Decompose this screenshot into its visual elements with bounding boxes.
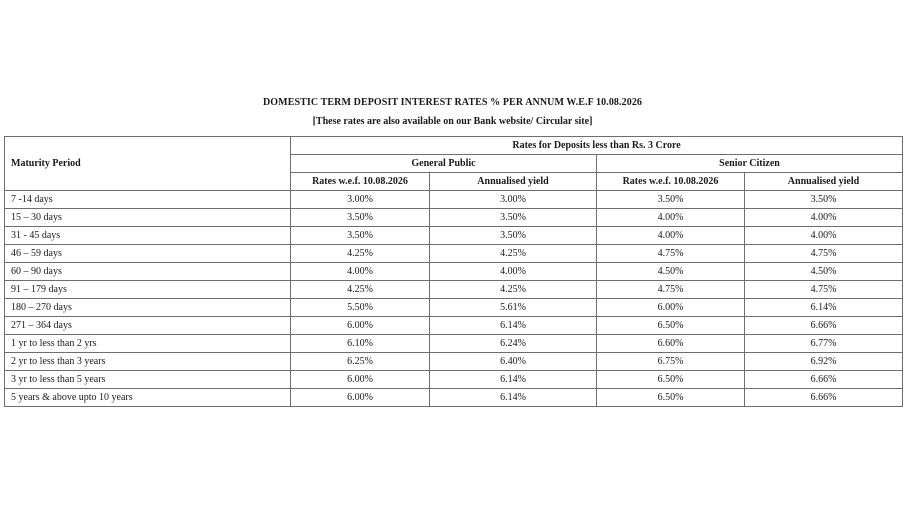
general-rate-cell: 4.00% <box>291 263 430 281</box>
general-rate-cell: 6.25% <box>291 353 430 371</box>
deposit-group-header: Rates for Deposits less than Rs. 3 Crore <box>291 137 903 155</box>
general-rate-cell: 4.25% <box>291 245 430 263</box>
maturity-period-cell: 91 – 179 days <box>5 281 291 299</box>
senior-yield-cell: 6.77% <box>745 335 903 353</box>
senior-rate-cell: 6.50% <box>597 371 745 389</box>
table-row <box>5 209 903 227</box>
interest-rates-table <box>4 136 903 407</box>
senior-rate-cell: 6.75% <box>597 353 745 371</box>
general-yield-cell: 4.00% <box>430 263 597 281</box>
column-header: Annualised yield <box>430 173 597 191</box>
senior-yield-cell: 6.66% <box>745 371 903 389</box>
table-row <box>5 389 903 407</box>
general-rate-cell: 6.00% <box>291 371 430 389</box>
general-yield-cell: 4.25% <box>430 245 597 263</box>
senior-rate-cell: 6.50% <box>597 389 745 407</box>
general-yield-cell: 3.50% <box>430 209 597 227</box>
senior-rate-cell: 4.75% <box>597 281 745 299</box>
general-yield-cell: 6.40% <box>430 353 597 371</box>
general-public-header: General Public <box>291 155 597 173</box>
senior-yield-cell: 6.66% <box>745 317 903 335</box>
senior-yield-cell: 4.00% <box>745 209 903 227</box>
maturity-period-cell: 46 – 59 days <box>5 245 291 263</box>
senior-yield-cell: 6.66% <box>745 389 903 407</box>
senior-yield-cell: 4.50% <box>745 263 903 281</box>
general-yield-cell: 3.50% <box>430 227 597 245</box>
senior-rate-cell: 6.00% <box>597 299 745 317</box>
senior-rate-cell: 4.75% <box>597 245 745 263</box>
senior-rate-cell: 6.60% <box>597 335 745 353</box>
senior-yield-cell: 3.50% <box>745 191 903 209</box>
column-header: Annualised yield <box>745 173 903 191</box>
table-row <box>5 191 903 209</box>
maturity-period-cell: 1 yr to less than 2 yrs <box>5 335 291 353</box>
general-yield-cell: 6.14% <box>430 371 597 389</box>
general-rate-cell: 4.25% <box>291 281 430 299</box>
general-yield-cell: 3.00% <box>430 191 597 209</box>
senior-rate-cell: 4.50% <box>597 263 745 281</box>
senior-rate-cell: 4.00% <box>597 227 745 245</box>
maturity-period-cell: 2 yr to less than 3 years <box>5 353 291 371</box>
column-header: Rates w.e.f. 10.08.2026 <box>291 173 430 191</box>
general-rate-cell: 3.50% <box>291 209 430 227</box>
general-rate-cell: 6.00% <box>291 389 430 407</box>
page-title: DOMESTIC TERM DEPOSIT INTEREST RATES % PER ANNUM W.E.F 10.08.2026 <box>262 97 643 108</box>
senior-citizen-header: Senior Citizen <box>597 155 903 173</box>
general-rate-cell: 3.50% <box>291 227 430 245</box>
general-yield-cell: 5.61% <box>430 299 597 317</box>
maturity-period-cell: 15 – 30 days <box>5 209 291 227</box>
maturity-period-cell: 3 yr to less than 5 years <box>5 371 291 389</box>
table-header-row <box>5 137 903 155</box>
table-row <box>5 299 903 317</box>
general-yield-cell: 6.14% <box>430 389 597 407</box>
maturity-period-cell: 31 - 45 days <box>5 227 291 245</box>
senior-rate-cell: 4.00% <box>597 209 745 227</box>
maturity-period-cell: 5 years & above upto 10 years <box>5 389 291 407</box>
general-yield-cell: 6.24% <box>430 335 597 353</box>
maturity-period-cell: 180 – 270 days <box>5 299 291 317</box>
general-yield-cell: 4.25% <box>430 281 597 299</box>
table-row <box>5 263 903 281</box>
general-rate-cell: 6.00% <box>291 317 430 335</box>
general-rate-cell: 6.10% <box>291 335 430 353</box>
senior-yield-cell: 6.14% <box>745 299 903 317</box>
senior-yield-cell: 4.75% <box>745 245 903 263</box>
table-row <box>5 245 903 263</box>
table-row <box>5 227 903 245</box>
senior-rate-cell: 6.50% <box>597 317 745 335</box>
maturity-period-header: Maturity Period <box>5 137 291 191</box>
general-yield-cell: 6.14% <box>430 317 597 335</box>
general-rate-cell: 5.50% <box>291 299 430 317</box>
table-row <box>5 335 903 353</box>
senior-rate-cell: 3.50% <box>597 191 745 209</box>
table-row <box>5 281 903 299</box>
table-row <box>5 317 903 335</box>
table-body <box>5 191 903 407</box>
maturity-period-cell: 271 – 364 days <box>5 317 291 335</box>
senior-yield-cell: 6.92% <box>745 353 903 371</box>
senior-yield-cell: 4.00% <box>745 227 903 245</box>
column-header: Rates w.e.f. 10.08.2026 <box>597 173 745 191</box>
general-rate-cell: 3.00% <box>291 191 430 209</box>
page-subtitle: [These rates are also available on our Bank website/ Circular site] <box>312 116 593 127</box>
maturity-period-cell: 60 – 90 days <box>5 263 291 281</box>
table-row <box>5 371 903 389</box>
maturity-period-cell: 7 -14 days <box>5 191 291 209</box>
senior-yield-cell: 4.75% <box>745 281 903 299</box>
table-row <box>5 353 903 371</box>
